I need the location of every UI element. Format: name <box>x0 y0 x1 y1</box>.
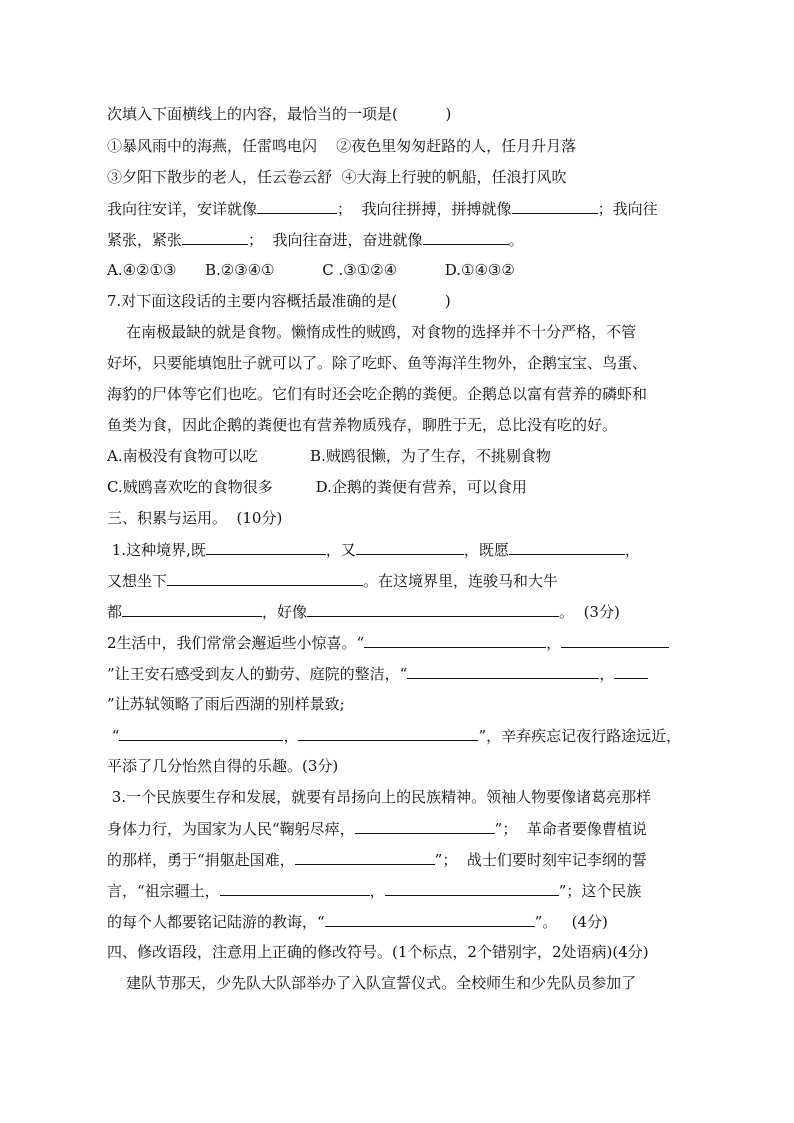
s3-q1-line3 <box>107 601 620 622</box>
q6-options-3-4: ③夕阳下散步的老人，任云卷云舒 ④大海上行驶的帆船，任浪打风吹 <box>107 168 567 186</box>
s3-text: 身体力行，为国家为人民“鞠躬尽瘁， <box>107 820 355 838</box>
q7-choices-ab: A.南极没有食物可以吃 B.贼鸥很懒，为了生存，不挑剔食物 <box>107 447 551 465</box>
blank[interactable] <box>356 539 464 555</box>
s3-text: 又想坐下 <box>107 572 168 590</box>
section4-heading: 四、修改语段，注意用上正确的修改符号。(1个标点，2个错别字，2处语病)(4分) <box>107 943 649 961</box>
s3-q2-line3: ”让苏轼领略了雨后西湖的别样景致; <box>107 695 345 713</box>
blank[interactable] <box>298 725 478 741</box>
blank[interactable] <box>220 880 370 896</box>
s3-q2-line4 <box>107 725 681 746</box>
s3-text: 言，“祖宗疆土， <box>107 882 220 900</box>
s3-text: ， <box>283 727 299 745</box>
s3-q3-line5 <box>107 911 608 932</box>
s3-text: “ <box>107 727 120 745</box>
blank[interactable] <box>257 198 337 214</box>
blank[interactable] <box>295 849 435 865</box>
s4-paragraph: 建队节那天，少先队大队部举办了入队宣誓仪式。全校师生和少先队员参加了 <box>107 974 637 992</box>
blank[interactable] <box>355 818 495 834</box>
q7-paragraph-line: 在南极最缺的就是食物。懒惰成性的贼鸥，对食物的选择并不十分严格，不管 <box>107 323 637 341</box>
s3-text: ”。 (4分) <box>534 913 608 931</box>
s3-text: 2生活中，我们常常会邂逅些小惊喜。“ <box>107 634 365 652</box>
s3-text: ， <box>599 665 615 683</box>
s3-text: 的每个人都要铭记陆游的教诲，“ <box>107 913 325 931</box>
s3-text: ”；这个民族 <box>558 882 642 900</box>
s3-text: ”； 革命者要像曹植说 <box>494 820 647 838</box>
blank[interactable] <box>509 539 625 555</box>
s3-text: ”，辛弃疾忘记夜行路途远近， <box>478 727 682 745</box>
blank[interactable] <box>119 725 283 741</box>
s3-text: ， <box>546 634 562 652</box>
blank[interactable] <box>122 601 262 617</box>
blank[interactable] <box>423 229 509 245</box>
s3-q1-line1 <box>107 539 640 560</box>
s3-text: ，好像 <box>262 603 308 621</box>
q6-choices: A.④②①③ B.②③④① C .③①②④ D.①④③② <box>107 261 515 279</box>
s3-text: ， <box>624 541 640 559</box>
s3-text: 。在这境界里，连骏马和大牛 <box>363 572 559 590</box>
s3-q1-line2 <box>107 570 558 591</box>
s3-q3-line3 <box>107 849 647 870</box>
s3-text: 都 <box>107 603 123 621</box>
blank[interactable] <box>385 880 559 896</box>
s3-text: ”； 战士们要时刻牢记李纲的誓 <box>434 851 647 869</box>
q7-paragraph-line: 好坏，只要能填饱肚子就可以了。除了吃虾、鱼等海洋生物外，企鹅宝宝、鸟蛋、 <box>107 354 648 372</box>
q6-options-1-2: ①暴风雨中的海燕，任雷鸣电闪 ②夜色里匆匆赶路的人，任月升月落 <box>107 137 577 155</box>
q6-sentence-line1 <box>107 198 658 219</box>
section3-heading: 三、积累与运用。 (10分) <box>107 509 283 527</box>
s3-q3-line4 <box>107 880 641 901</box>
q6-text: ； 我向往奋进，奋进就像 <box>248 231 423 249</box>
s3-q2-line5: 平添了几分怡然自得的乐趣。(3分) <box>107 757 339 775</box>
q7-paragraph-line: 鱼类为食，因此企鹅的粪便也有营养物质残存，聊胜于无，总比没有吃的好。 <box>107 416 618 434</box>
q6-stem: 次填入下面横线上的内容，最恰当的一项是( ) <box>107 105 452 123</box>
q6-text: 紧张，紧张 <box>107 231 183 249</box>
blank[interactable] <box>325 911 535 927</box>
blank[interactable] <box>206 539 326 555</box>
blank[interactable] <box>512 198 598 214</box>
s3-q2-line1 <box>107 632 669 653</box>
s3-q3-line1: 3.一个民族要生存和发展，就要有昂扬向上的民族精神。领袖人物要像诸葛亮那样 <box>107 788 652 806</box>
blank[interactable] <box>364 632 546 648</box>
s3-text: ， <box>369 882 385 900</box>
s3-text: 的那样，勇于“捐躯赴国难， <box>107 851 295 869</box>
s3-q2-line2 <box>107 663 648 684</box>
blank[interactable] <box>614 663 648 679</box>
q7-choices-cd: C.贼鸥喜欢吃的食物很多 D.企鹅的粪便有营养，可以食用 <box>107 478 527 496</box>
blank[interactable] <box>561 632 669 648</box>
q7-stem: 7.对下面这段话的主要内容概括最准确的是( ) <box>107 292 451 310</box>
blank[interactable] <box>407 663 599 679</box>
q7-paragraph-line: 海豹的尸体等它们也吃。它们有时还会吃企鹅的粪便。企鹅总以富有营养的磷虾和 <box>107 385 648 403</box>
q6-sentence-line2 <box>107 229 524 250</box>
blank[interactable] <box>307 601 559 617</box>
blank[interactable] <box>167 570 363 586</box>
s3-text: ，又 <box>325 541 356 559</box>
q6-text: ；我向往 <box>597 200 658 218</box>
s3-text: ”让王安石感受到友人的勤劳、庭院的整洁，“ <box>107 665 408 683</box>
q6-text: ； 我向往拼搏，拼搏就像 <box>337 200 512 218</box>
q6-text: 我向往安详，安详就像 <box>107 200 258 218</box>
s3-text: 1.这种境界,既 <box>107 541 206 559</box>
s3-text: ，既愿 <box>463 541 509 559</box>
s3-q3-line2 <box>107 818 647 839</box>
s3-text: 。 (3分) <box>559 603 620 621</box>
blank[interactable] <box>182 229 248 245</box>
q6-text: 。 <box>508 231 524 249</box>
